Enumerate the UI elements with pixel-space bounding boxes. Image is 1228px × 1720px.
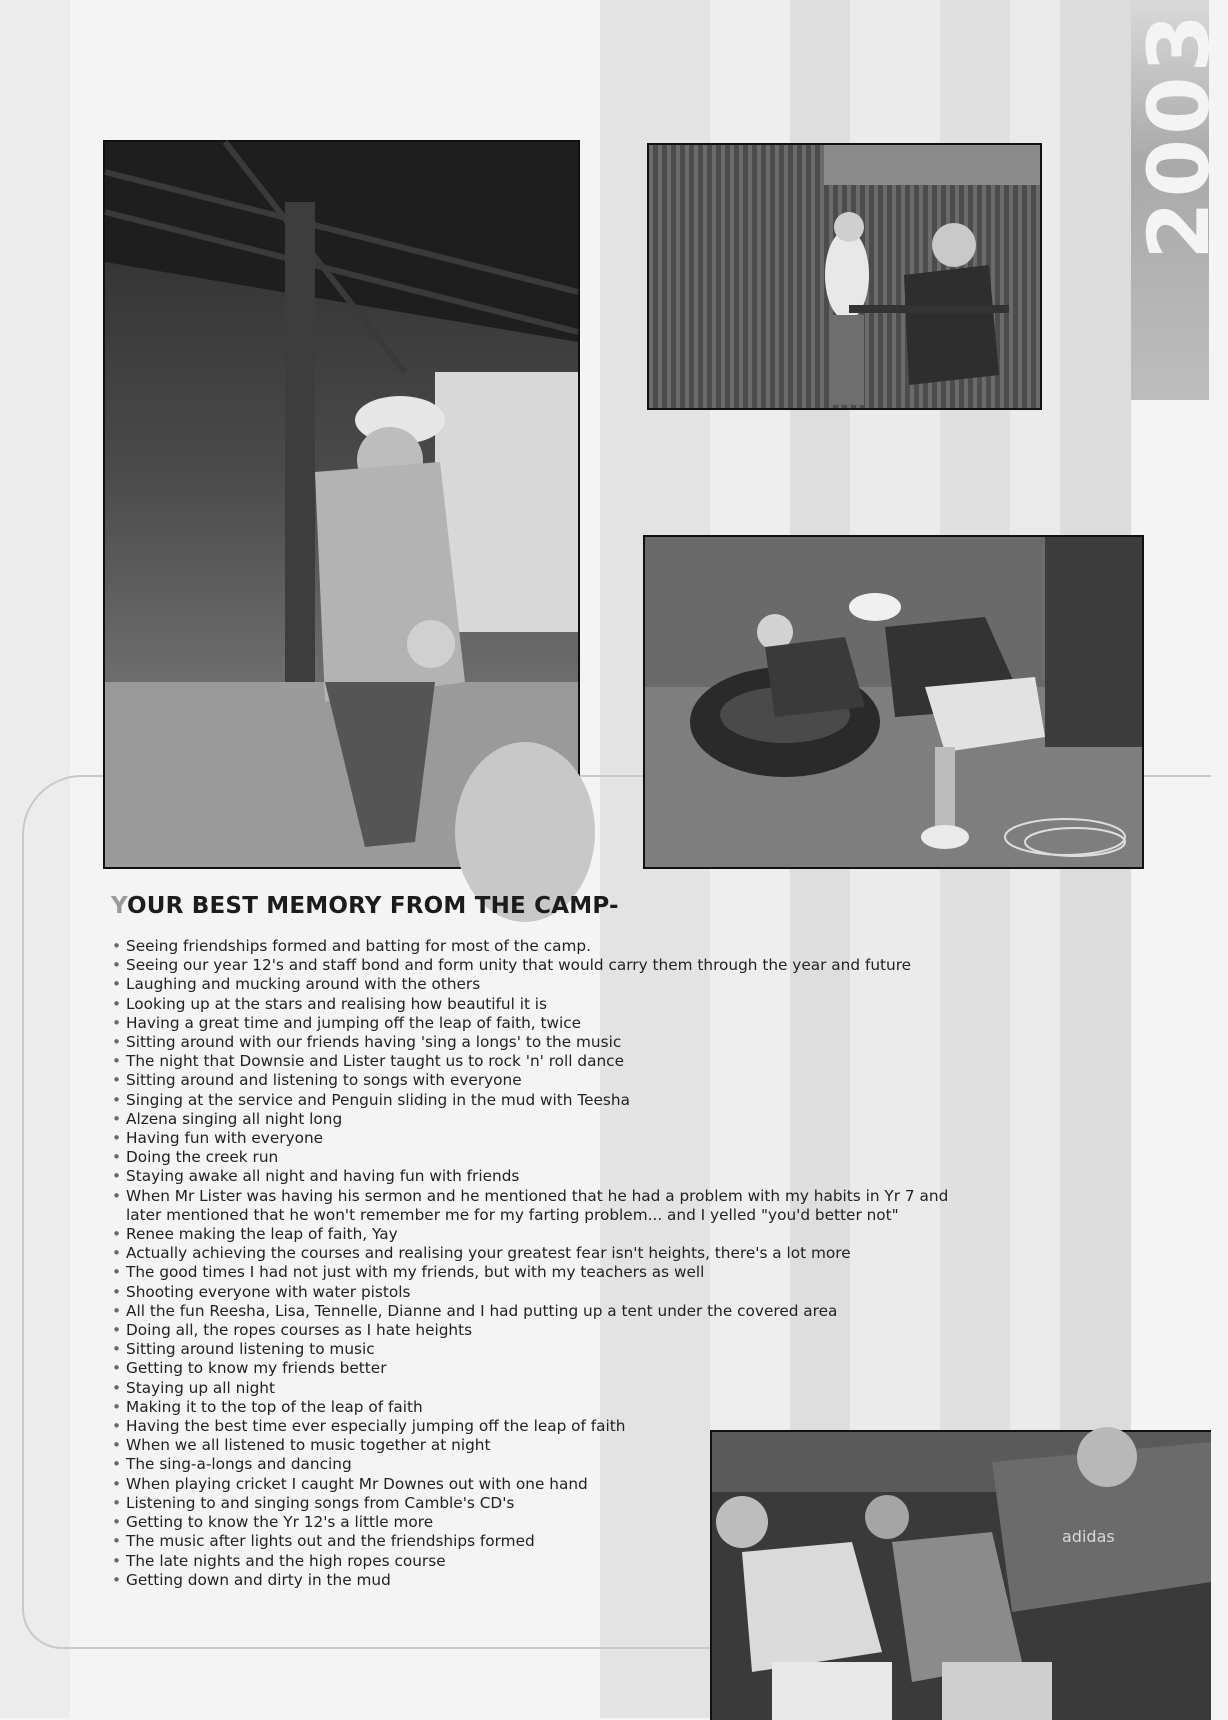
photo-corrugated-room <box>647 143 1042 410</box>
heading-text: OUR BEST MEMORY FROM THE CAMP- <box>127 893 619 919</box>
list-item: • Getting to know the Yr 12's a little more <box>112 1513 1012 1532</box>
list-item: • Staying awake all night and having fun with friends <box>112 1167 1012 1186</box>
list-item-line-continued: later mentioned that he won't remember me for my farting problem... and I yelled "you'd better not" <box>126 1205 899 1224</box>
list-item: • When we all listened to music together at night <box>112 1436 1012 1455</box>
list-item: • The music after lights out and the friendships formed <box>112 1532 1012 1551</box>
list-item: • Sitting around listening to music <box>112 1340 1012 1359</box>
photo-tyre-mud <box>643 535 1144 869</box>
heading-first-letter: Y <box>111 893 128 919</box>
list-item: • The late nights and the high ropes course <box>112 1552 1012 1571</box>
list-item-line: When Mr Lister was having his sermon and he mentioned that he had a problem with my habits in Yr 7 and <box>126 1186 949 1205</box>
list-item: • Singing at the service and Penguin sliding in the mud with Teesha <box>112 1091 1012 1110</box>
memory-list <box>112 937 1012 1590</box>
photo-cricket-shed-image <box>105 142 578 867</box>
list-item: • When playing cricket I caught Mr Downes out with one hand <box>112 1475 1012 1494</box>
list-item <box>112 1187 1012 1225</box>
list-item: • Alzena singing all night long <box>112 1110 1012 1129</box>
photo-tyre-mud-image <box>645 537 1142 867</box>
list-item: • Having a great time and jumping off the leap of faith, twice <box>112 1014 1012 1033</box>
list-item: • Shooting everyone with water pistols <box>112 1283 1012 1302</box>
page-heading <box>111 893 619 919</box>
adidas-print: adidas <box>1062 1527 1115 1546</box>
list-item: • Doing all, the ropes courses as I hate heights <box>112 1321 1012 1340</box>
list-item: • The night that Downsie and Lister taught us to rock 'n' roll dance <box>112 1052 1012 1071</box>
list-item: • Having fun with everyone <box>112 1129 1012 1148</box>
list-item: • The sing-a-longs and dancing <box>112 1455 1012 1474</box>
list-item: • All the fun Reesha, Lisa, Tennelle, Dianne and I had putting up a tent under the covered area <box>112 1302 1012 1321</box>
list-item: • Sitting around with our friends having 'sing a longs' to the music <box>112 1033 1012 1052</box>
list-item: • Listening to and singing songs from Camble's CD's <box>112 1494 1012 1513</box>
list-item: • Seeing our year 12's and staff bond and form unity that would carry them through the year and future <box>112 956 1012 975</box>
year-band <box>1130 0 1228 400</box>
list-item: • Looking up at the stars and realising how beautiful it is <box>112 995 1012 1014</box>
list-item: • Having the best time ever especially jumping off the leap of faith <box>112 1417 1012 1436</box>
list-item: • Actually achieving the courses and realising your greatest fear isn't heights, there's a lot more <box>112 1244 1012 1263</box>
list-item: • Getting down and dirty in the mud <box>112 1571 1012 1590</box>
year-label: 2003 <box>1130 10 1228 260</box>
list-item: • Renee making the leap of faith, Yay <box>112 1225 1012 1244</box>
list-item: • Getting to know my friends better <box>112 1359 1012 1378</box>
list-item: • Sitting around and listening to songs with everyone <box>112 1071 1012 1090</box>
list-item: • The good times I had not just with my friends, but with my teachers as well <box>112 1263 1012 1282</box>
list-item: • Laughing and mucking around with the others <box>112 975 1012 994</box>
list-item: • Staying up all night <box>112 1379 1012 1398</box>
list-item: • Making it to the top of the leap of faith <box>112 1398 1012 1417</box>
list-item: • Seeing friendships formed and batting for most of the camp. <box>112 937 1012 956</box>
photo-cricket-shed <box>103 140 580 869</box>
photo-corrugated-room-image <box>649 145 1040 408</box>
list-item: • Doing the creek run <box>112 1148 1012 1167</box>
